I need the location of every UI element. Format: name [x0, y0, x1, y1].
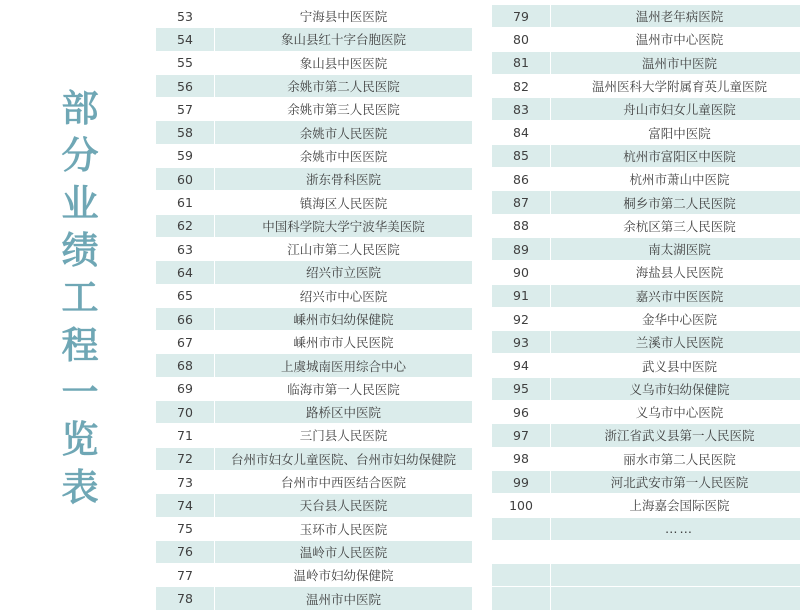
row-number: 61: [156, 191, 215, 214]
table-row: [156, 470, 473, 493]
page-title: [30, 28, 130, 568]
row-name: [551, 540, 800, 563]
row-name: 武义县中医院: [551, 354, 800, 377]
row-name: 三门县人民医院: [215, 424, 473, 447]
row-number: [492, 564, 551, 587]
row-number: 70: [156, 401, 215, 424]
table-row: [492, 540, 800, 563]
row-name: 余姚市第二人民医院: [215, 74, 473, 97]
row-name: 富阳中医院: [551, 121, 800, 144]
row-number: 57: [156, 98, 215, 121]
row-number: [492, 517, 551, 540]
row-number: 95: [492, 377, 551, 400]
title-char-7: 览: [62, 416, 99, 463]
left-project-table: [155, 4, 473, 611]
table-row: [156, 354, 473, 377]
row-name: 温州医科大学附属育英儿童医院: [551, 74, 800, 97]
row-number: 77: [156, 564, 215, 587]
table-row: [156, 331, 473, 354]
row-name: 温州市中心医院: [551, 28, 800, 51]
row-name: 桐乡市第二人民医院: [551, 191, 800, 214]
row-number: 84: [492, 121, 551, 144]
row-name: 温州老年病医院: [551, 5, 800, 28]
table-row: [492, 214, 800, 237]
row-number: 96: [492, 401, 551, 424]
row-number: 80: [492, 28, 551, 51]
row-number: 63: [156, 237, 215, 260]
row-name: 象山县中医医院: [215, 51, 473, 74]
row-number: 79: [492, 5, 551, 28]
table-row: [156, 5, 473, 28]
table-row: [492, 401, 800, 424]
row-number: 75: [156, 517, 215, 540]
row-number: 99: [492, 470, 551, 493]
row-name: 江山市第二人民医院: [215, 237, 473, 260]
row-number: 66: [156, 307, 215, 330]
table-row: [156, 307, 473, 330]
row-number: 97: [492, 424, 551, 447]
row-number: 68: [156, 354, 215, 377]
table-row: [156, 237, 473, 260]
row-number: 87: [492, 191, 551, 214]
row-name: 南太湖医院: [551, 237, 800, 260]
title-char-3: 绩: [62, 227, 99, 274]
row-name: 杭州市富阳区中医院: [551, 144, 800, 167]
row-name: ……: [551, 517, 800, 540]
row-name: 绍兴市中心医院: [215, 284, 473, 307]
table-row: [156, 121, 473, 144]
row-name: 嘉兴市中医医院: [551, 284, 800, 307]
row-number: 59: [156, 144, 215, 167]
table-row: [156, 74, 473, 97]
table-row: [156, 494, 473, 517]
row-name: 浙江省武义县第一人民医院: [551, 424, 800, 447]
table-row: [492, 494, 800, 517]
row-name: 台州市中西医结合医院: [215, 470, 473, 493]
table-row: [156, 144, 473, 167]
table-row: [156, 564, 473, 587]
tables-container: [155, 4, 800, 611]
table-row: [492, 237, 800, 260]
table-row: [156, 98, 473, 121]
title-char-2: 业: [62, 180, 99, 227]
row-number: 56: [156, 74, 215, 97]
row-name: 海盐县人民医院: [551, 261, 800, 284]
row-name: 绍兴市立医院: [215, 261, 473, 284]
table-row: [492, 354, 800, 377]
row-name: 玉环市人民医院: [215, 517, 473, 540]
row-name: 余杭区第三人民医院: [551, 214, 800, 237]
row-number: 100: [492, 494, 551, 517]
row-number: 65: [156, 284, 215, 307]
table-row: [492, 191, 800, 214]
table-row: [156, 424, 473, 447]
row-number: 74: [156, 494, 215, 517]
row-number: 91: [492, 284, 551, 307]
row-number: 60: [156, 168, 215, 191]
row-name: 镇海区人民医院: [215, 191, 473, 214]
table-row: [156, 51, 473, 74]
table-row: [156, 517, 473, 540]
table-row: [492, 284, 800, 307]
table-row: [492, 564, 800, 587]
table-row: [492, 307, 800, 330]
row-number: 88: [492, 214, 551, 237]
row-number: 82: [492, 74, 551, 97]
row-number: 86: [492, 168, 551, 191]
row-name: 余姚市人民医院: [215, 121, 473, 144]
row-name: 路桥区中医院: [215, 401, 473, 424]
row-name: 浙东骨科医院: [215, 168, 473, 191]
row-name: 临海市第一人民医院: [215, 377, 473, 400]
title-char-5: 程: [62, 322, 99, 369]
row-number: 85: [492, 144, 551, 167]
row-name: 上虞城南医用综合中心: [215, 354, 473, 377]
table-row: [156, 447, 473, 470]
title-char-8: 表: [62, 464, 99, 511]
row-number: 89: [492, 237, 551, 260]
row-name: 余姚市中医医院: [215, 144, 473, 167]
row-number: 53: [156, 5, 215, 28]
table-row: [492, 74, 800, 97]
table-row: [492, 424, 800, 447]
row-name: 河北武安市第一人民医院: [551, 470, 800, 493]
row-name: 余姚市第三人民医院: [215, 98, 473, 121]
table-row: [156, 261, 473, 284]
row-name: 丽水市第二人民医院: [551, 447, 800, 470]
title-char-6: 一: [62, 369, 99, 416]
row-name: 温州市中医院: [215, 587, 473, 610]
table-row: [492, 331, 800, 354]
row-number: 81: [492, 51, 551, 74]
row-number: 98: [492, 447, 551, 470]
row-name: 兰溪市人民医院: [551, 331, 800, 354]
row-name: 上海嘉会国际医院: [551, 494, 800, 517]
row-number: 83: [492, 98, 551, 121]
table-row: [492, 28, 800, 51]
row-number: 93: [492, 331, 551, 354]
row-number: 62: [156, 214, 215, 237]
row-number: 67: [156, 331, 215, 354]
row-number: 71: [156, 424, 215, 447]
row-name: 温州市中医院: [551, 51, 800, 74]
table-row: [492, 144, 800, 167]
row-name: 义乌市妇幼保健院: [551, 377, 800, 400]
row-name: 嵊州市妇幼保健院: [215, 307, 473, 330]
table-row: [156, 191, 473, 214]
table-row: [156, 284, 473, 307]
right-project-table: [491, 4, 800, 611]
table-row: [492, 5, 800, 28]
row-number: 94: [492, 354, 551, 377]
row-name: 舟山市妇女儿童医院: [551, 98, 800, 121]
table-row: [492, 121, 800, 144]
table-row: [492, 447, 800, 470]
table-row: [492, 517, 800, 540]
row-name: 杭州市萧山中医院: [551, 168, 800, 191]
table-row: [156, 401, 473, 424]
table-row: [156, 377, 473, 400]
row-number: 73: [156, 470, 215, 493]
table-row: [492, 51, 800, 74]
table-row: [492, 98, 800, 121]
table-row: [492, 470, 800, 493]
row-number: 58: [156, 121, 215, 144]
table-row: [492, 377, 800, 400]
row-name: [551, 564, 800, 587]
row-number: 76: [156, 540, 215, 563]
table-row: [492, 261, 800, 284]
row-number: [492, 540, 551, 563]
table-row: [156, 168, 473, 191]
row-name: 嵊州市市人民医院: [215, 331, 473, 354]
title-char-0: 部: [62, 85, 99, 132]
row-name: 台州市妇女儿童医院、台州市妇幼保健院: [215, 447, 473, 470]
row-name: 金华中心医院: [551, 307, 800, 330]
row-name: 义乌市中心医院: [551, 401, 800, 424]
row-name: 天台县人民医院: [215, 494, 473, 517]
row-number: 64: [156, 261, 215, 284]
row-number: 72: [156, 447, 215, 470]
row-number: 92: [492, 307, 551, 330]
row-number: 55: [156, 51, 215, 74]
row-name: 宁海县中医医院: [215, 5, 473, 28]
row-number: 78: [156, 587, 215, 610]
row-name: 温岭市人民医院: [215, 540, 473, 563]
title-char-4: 工: [62, 274, 99, 321]
table-row: [156, 28, 473, 51]
row-name: 温岭市妇幼保健院: [215, 564, 473, 587]
row-number: 69: [156, 377, 215, 400]
table-row: [156, 540, 473, 563]
row-number: 54: [156, 28, 215, 51]
title-char-1: 分: [62, 132, 99, 179]
row-name: 中国科学院大学宁波华美医院: [215, 214, 473, 237]
row-name: 象山县红十字台胞医院: [215, 28, 473, 51]
row-number: 90: [492, 261, 551, 284]
table-row: [492, 168, 800, 191]
table-row: [156, 214, 473, 237]
